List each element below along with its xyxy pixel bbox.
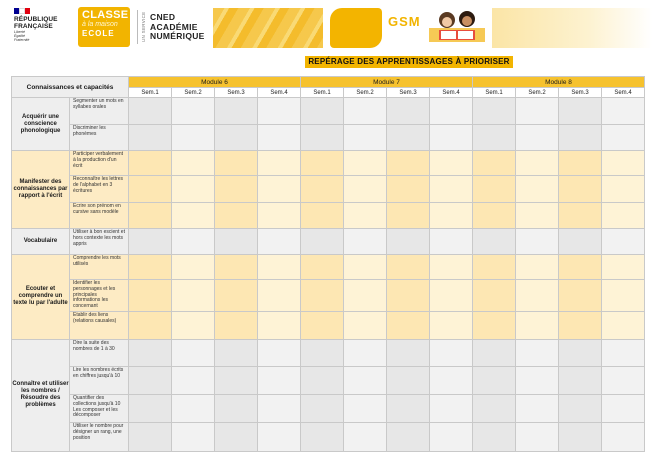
- week-check-cell[interactable]: [559, 125, 602, 151]
- week-check-cell[interactable]: [172, 311, 215, 339]
- week-check-cell[interactable]: [387, 176, 430, 203]
- french-flag-icon: [14, 8, 30, 14]
- week-check-cell[interactable]: [215, 394, 258, 422]
- table-row: [12, 125, 645, 151]
- table-row: [12, 422, 645, 451]
- week-check-cell[interactable]: [473, 280, 516, 312]
- week-check-cell[interactable]: [301, 255, 344, 280]
- week-check-cell[interactable]: [215, 98, 258, 125]
- week-check-cell[interactable]: [602, 311, 645, 339]
- table-row: [12, 151, 645, 176]
- week-check-cell[interactable]: [129, 339, 172, 366]
- table-row: [12, 229, 645, 255]
- week-check-cell[interactable]: [344, 280, 387, 312]
- week-check-cell[interactable]: [473, 176, 516, 203]
- cam-line2: à la maison: [82, 21, 118, 28]
- table-row: [12, 339, 645, 366]
- priority-learning-table: [11, 76, 645, 452]
- skill-label: Utiliser le nombre pour désigner un rang, une position: [70, 422, 129, 451]
- cned-line3: NUMÉRIQUE: [150, 31, 205, 41]
- cam-line1: CLASSE: [82, 9, 129, 21]
- week-check-cell[interactable]: [301, 422, 344, 451]
- module-header-row: [12, 77, 645, 88]
- week-check-cell[interactable]: [602, 98, 645, 125]
- skill-label: Quantifier des collections jusqu'à 10 Les composer et les décomposer: [70, 394, 129, 422]
- week-check-cell[interactable]: [430, 151, 473, 176]
- week-check-cell[interactable]: [430, 339, 473, 366]
- week-check-cell[interactable]: [301, 280, 344, 312]
- week-check-cell[interactable]: [387, 280, 430, 312]
- skill-label: Discriminer les phonèmes: [70, 125, 129, 151]
- logo-divider: [137, 10, 138, 44]
- cned-line2: ACADÉMIE: [150, 21, 198, 32]
- table-row: [12, 98, 645, 125]
- week-check-cell[interactable]: [387, 311, 430, 339]
- week-check-cell[interactable]: [516, 98, 559, 125]
- week-check-cell[interactable]: [172, 98, 215, 125]
- week-check-cell[interactable]: [516, 151, 559, 176]
- skill-label: Ecrire son prénom en cursive sans modèle: [70, 203, 129, 229]
- week-check-cell[interactable]: [559, 339, 602, 366]
- classe-a-la-maison-logo: [78, 7, 130, 47]
- week-check-cell[interactable]: [516, 229, 559, 255]
- week-check-cell[interactable]: [258, 151, 301, 176]
- rf-motto: [14, 30, 70, 42]
- cned-logo: [150, 13, 205, 42]
- decorative-banner-fade: [492, 8, 652, 48]
- rf-motto-fraternite: Fraternité: [14, 38, 30, 42]
- week-check-cell[interactable]: [172, 394, 215, 422]
- week-check-cell[interactable]: [559, 280, 602, 312]
- skill-label: Reconnaître les lettres de l'alphabet en 3 écritures: [70, 176, 129, 203]
- week-check-cell[interactable]: [559, 255, 602, 280]
- week-check-cell[interactable]: [473, 98, 516, 125]
- module-header: Module 6: [129, 77, 301, 88]
- week-check-cell[interactable]: [387, 229, 430, 255]
- week-check-cell[interactable]: [430, 203, 473, 229]
- week-check-cell[interactable]: [559, 366, 602, 394]
- week-header: Sem.3: [215, 88, 258, 98]
- week-check-cell[interactable]: [602, 151, 645, 176]
- week-check-cell[interactable]: [172, 151, 215, 176]
- week-check-cell[interactable]: [301, 98, 344, 125]
- week-check-cell[interactable]: [301, 125, 344, 151]
- week-check-cell[interactable]: [258, 394, 301, 422]
- week-check-cell[interactable]: [602, 176, 645, 203]
- week-check-cell[interactable]: [387, 394, 430, 422]
- week-check-cell[interactable]: [473, 311, 516, 339]
- skill-label: Segmenter un mots en syllabes orales: [70, 98, 129, 125]
- week-check-cell[interactable]: [344, 229, 387, 255]
- week-check-cell[interactable]: [129, 255, 172, 280]
- republique-francaise-logo: [14, 8, 70, 42]
- week-check-cell[interactable]: [129, 98, 172, 125]
- week-check-cell[interactable]: [473, 255, 516, 280]
- rf-line1: RÉPUBLIQUE: [14, 16, 58, 23]
- week-check-cell[interactable]: [559, 203, 602, 229]
- week-check-cell[interactable]: [602, 280, 645, 312]
- week-check-cell[interactable]: [172, 339, 215, 366]
- week-check-cell[interactable]: [172, 203, 215, 229]
- week-check-cell[interactable]: [258, 422, 301, 451]
- page-header: [0, 0, 666, 52]
- week-check-cell[interactable]: [301, 366, 344, 394]
- skill-label: Lire les nombres écrits en chiffres jusqu'à 10: [70, 366, 129, 394]
- week-check-cell[interactable]: [344, 422, 387, 451]
- week-check-cell[interactable]: [387, 203, 430, 229]
- week-check-cell[interactable]: [602, 255, 645, 280]
- week-check-cell[interactable]: [344, 203, 387, 229]
- week-check-cell[interactable]: [129, 176, 172, 203]
- week-check-cell[interactable]: [602, 394, 645, 422]
- week-check-cell[interactable]: [215, 125, 258, 151]
- week-check-cell[interactable]: [344, 339, 387, 366]
- week-check-cell[interactable]: [258, 339, 301, 366]
- cam-line3: ECOLE: [82, 29, 115, 38]
- category-label: Vocabulaire: [12, 229, 70, 255]
- week-header: Sem.3: [559, 88, 602, 98]
- week-check-cell[interactable]: [430, 229, 473, 255]
- week-check-cell[interactable]: [602, 125, 645, 151]
- week-check-cell[interactable]: [172, 176, 215, 203]
- week-check-cell[interactable]: [172, 125, 215, 151]
- week-check-cell[interactable]: [559, 311, 602, 339]
- week-check-cell[interactable]: [258, 311, 301, 339]
- week-check-cell[interactable]: [473, 151, 516, 176]
- decorative-shape: [330, 8, 382, 48]
- week-check-cell[interactable]: [129, 151, 172, 176]
- week-check-cell[interactable]: [258, 229, 301, 255]
- week-check-cell[interactable]: [344, 366, 387, 394]
- table-body: [12, 98, 645, 452]
- children-reading-illustration: [425, 6, 489, 48]
- week-check-cell[interactable]: [473, 422, 516, 451]
- corner-header: Connaissances et capacités: [12, 77, 129, 98]
- week-check-cell[interactable]: [602, 339, 645, 366]
- week-check-cell[interactable]: [602, 203, 645, 229]
- rf-motto-liberte: Liberté: [14, 30, 25, 34]
- category-label: Manifester des connaissances par rapport à l'écrit: [12, 151, 70, 229]
- skill-label: Identifier les personnages et les principales informations les concernant: [70, 280, 129, 312]
- week-check-cell[interactable]: [387, 255, 430, 280]
- week-check-cell[interactable]: [215, 203, 258, 229]
- week-check-cell[interactable]: [301, 339, 344, 366]
- week-check-cell[interactable]: [559, 98, 602, 125]
- skill-label: Comprendre les mots utilisés: [70, 255, 129, 280]
- week-check-cell[interactable]: [387, 339, 430, 366]
- week-check-cell[interactable]: [258, 280, 301, 312]
- week-check-cell[interactable]: [516, 422, 559, 451]
- week-check-cell[interactable]: [387, 98, 430, 125]
- week-check-cell[interactable]: [258, 176, 301, 203]
- week-check-cell[interactable]: [301, 394, 344, 422]
- category-label: Acquérir une conscience phonologique: [12, 98, 70, 151]
- week-header: Sem.4: [430, 88, 473, 98]
- week-check-cell[interactable]: [473, 394, 516, 422]
- week-check-cell[interactable]: [215, 311, 258, 339]
- week-check-cell[interactable]: [129, 280, 172, 312]
- table-row: [12, 280, 645, 312]
- week-check-cell[interactable]: [344, 98, 387, 125]
- table-row: [12, 255, 645, 280]
- week-check-cell[interactable]: [602, 366, 645, 394]
- week-check-cell[interactable]: [129, 229, 172, 255]
- week-header: Sem.4: [602, 88, 645, 98]
- table-row: [12, 311, 645, 339]
- week-check-cell[interactable]: [172, 255, 215, 280]
- week-check-cell[interactable]: [516, 280, 559, 312]
- week-check-cell[interactable]: [559, 151, 602, 176]
- week-check-cell[interactable]: [387, 125, 430, 151]
- module-header: Module 7: [301, 77, 473, 88]
- table-row: [12, 394, 645, 422]
- week-check-cell[interactable]: [129, 203, 172, 229]
- week-check-cell[interactable]: [215, 229, 258, 255]
- week-check-cell[interactable]: [344, 394, 387, 422]
- week-check-cell[interactable]: [172, 422, 215, 451]
- week-check-cell[interactable]: [516, 311, 559, 339]
- category-label: Ecouter et comprendre un texte lu par l'adulte: [12, 255, 70, 340]
- week-check-cell[interactable]: [344, 255, 387, 280]
- week-check-cell[interactable]: [387, 366, 430, 394]
- week-check-cell[interactable]: [430, 422, 473, 451]
- skill-label: Etablir des liens (relations causales): [70, 311, 129, 339]
- week-check-cell[interactable]: [215, 151, 258, 176]
- week-check-cell[interactable]: [516, 203, 559, 229]
- week-check-cell[interactable]: [430, 255, 473, 280]
- week-check-cell[interactable]: [602, 422, 645, 451]
- week-header: Sem.2: [344, 88, 387, 98]
- category-label: Connaître et utiliser les nombres / Résoudre des problèmes: [12, 339, 70, 451]
- week-check-cell[interactable]: [301, 176, 344, 203]
- week-check-cell[interactable]: [559, 394, 602, 422]
- week-check-cell[interactable]: [602, 229, 645, 255]
- week-check-cell[interactable]: [430, 98, 473, 125]
- week-check-cell[interactable]: [473, 366, 516, 394]
- week-check-cell[interactable]: [172, 280, 215, 312]
- week-check-cell[interactable]: [516, 255, 559, 280]
- cned-line1: CNED: [150, 12, 176, 22]
- week-check-cell[interactable]: [473, 229, 516, 255]
- week-check-cell[interactable]: [387, 151, 430, 176]
- week-check-cell[interactable]: [430, 366, 473, 394]
- week-check-cell[interactable]: [430, 280, 473, 312]
- table-row: [12, 203, 645, 229]
- rf-motto-egalite: Égalité: [14, 34, 25, 38]
- week-header: Sem.2: [516, 88, 559, 98]
- week-check-cell[interactable]: [215, 255, 258, 280]
- week-check-cell[interactable]: [344, 151, 387, 176]
- week-check-cell[interactable]: [129, 394, 172, 422]
- table-row: [12, 366, 645, 394]
- week-check-cell[interactable]: [430, 125, 473, 151]
- week-check-cell[interactable]: [215, 422, 258, 451]
- week-check-cell[interactable]: [473, 203, 516, 229]
- week-check-cell[interactable]: [430, 394, 473, 422]
- week-check-cell[interactable]: [516, 339, 559, 366]
- week-check-cell[interactable]: [258, 255, 301, 280]
- week-check-cell[interactable]: [430, 176, 473, 203]
- week-check-cell[interactable]: [559, 229, 602, 255]
- week-header: Sem.4: [258, 88, 301, 98]
- week-check-cell[interactable]: [473, 125, 516, 151]
- week-check-cell[interactable]: [344, 176, 387, 203]
- week-check-cell[interactable]: [258, 125, 301, 151]
- week-check-cell[interactable]: [516, 394, 559, 422]
- table-row: [12, 176, 645, 203]
- week-check-cell[interactable]: [172, 229, 215, 255]
- skill-label: Participer verbalement à la production d'un écrit: [70, 151, 129, 176]
- week-header: Sem.1: [301, 88, 344, 98]
- week-check-cell[interactable]: [129, 311, 172, 339]
- week-check-cell[interactable]: [301, 311, 344, 339]
- week-check-cell[interactable]: [172, 366, 215, 394]
- skill-label: Utiliser à bon escient et hors contexte les mots appris: [70, 229, 129, 255]
- week-check-cell[interactable]: [215, 339, 258, 366]
- rf-line2: FRANÇAISE: [14, 23, 53, 30]
- week-header: Sem.1: [129, 88, 172, 98]
- week-check-cell[interactable]: [129, 422, 172, 451]
- week-check-cell[interactable]: [215, 176, 258, 203]
- week-check-cell[interactable]: [258, 98, 301, 125]
- week-check-cell[interactable]: [344, 125, 387, 151]
- week-check-cell[interactable]: [559, 176, 602, 203]
- week-check-cell[interactable]: [559, 422, 602, 451]
- cned-service-label: UN SERVICE: [141, 11, 146, 43]
- week-check-cell[interactable]: [129, 125, 172, 151]
- week-check-cell[interactable]: [301, 203, 344, 229]
- week-header: Sem.1: [473, 88, 516, 98]
- week-check-cell[interactable]: [430, 311, 473, 339]
- gsm-level-label: GSM: [388, 14, 421, 29]
- week-check-cell[interactable]: [344, 311, 387, 339]
- decorative-banner: [213, 8, 323, 48]
- module-header: Module 8: [473, 77, 645, 88]
- week-check-cell[interactable]: [301, 151, 344, 176]
- week-check-cell[interactable]: [258, 366, 301, 394]
- week-check-cell[interactable]: [215, 280, 258, 312]
- week-check-cell[interactable]: [387, 422, 430, 451]
- week-header: Sem.3: [387, 88, 430, 98]
- week-check-cell[interactable]: [516, 176, 559, 203]
- week-header: Sem.2: [172, 88, 215, 98]
- skill-label: Dire la suite des nombres de 1 à 30: [70, 339, 129, 366]
- week-check-cell[interactable]: [473, 339, 516, 366]
- week-check-cell[interactable]: [258, 203, 301, 229]
- week-check-cell[interactable]: [301, 229, 344, 255]
- week-check-cell[interactable]: [516, 366, 559, 394]
- page-title: REPÉRAGE DES APPRENTISSAGES À PRIORISER: [305, 56, 513, 68]
- week-check-cell[interactable]: [516, 125, 559, 151]
- week-check-cell[interactable]: [215, 366, 258, 394]
- week-check-cell[interactable]: [129, 366, 172, 394]
